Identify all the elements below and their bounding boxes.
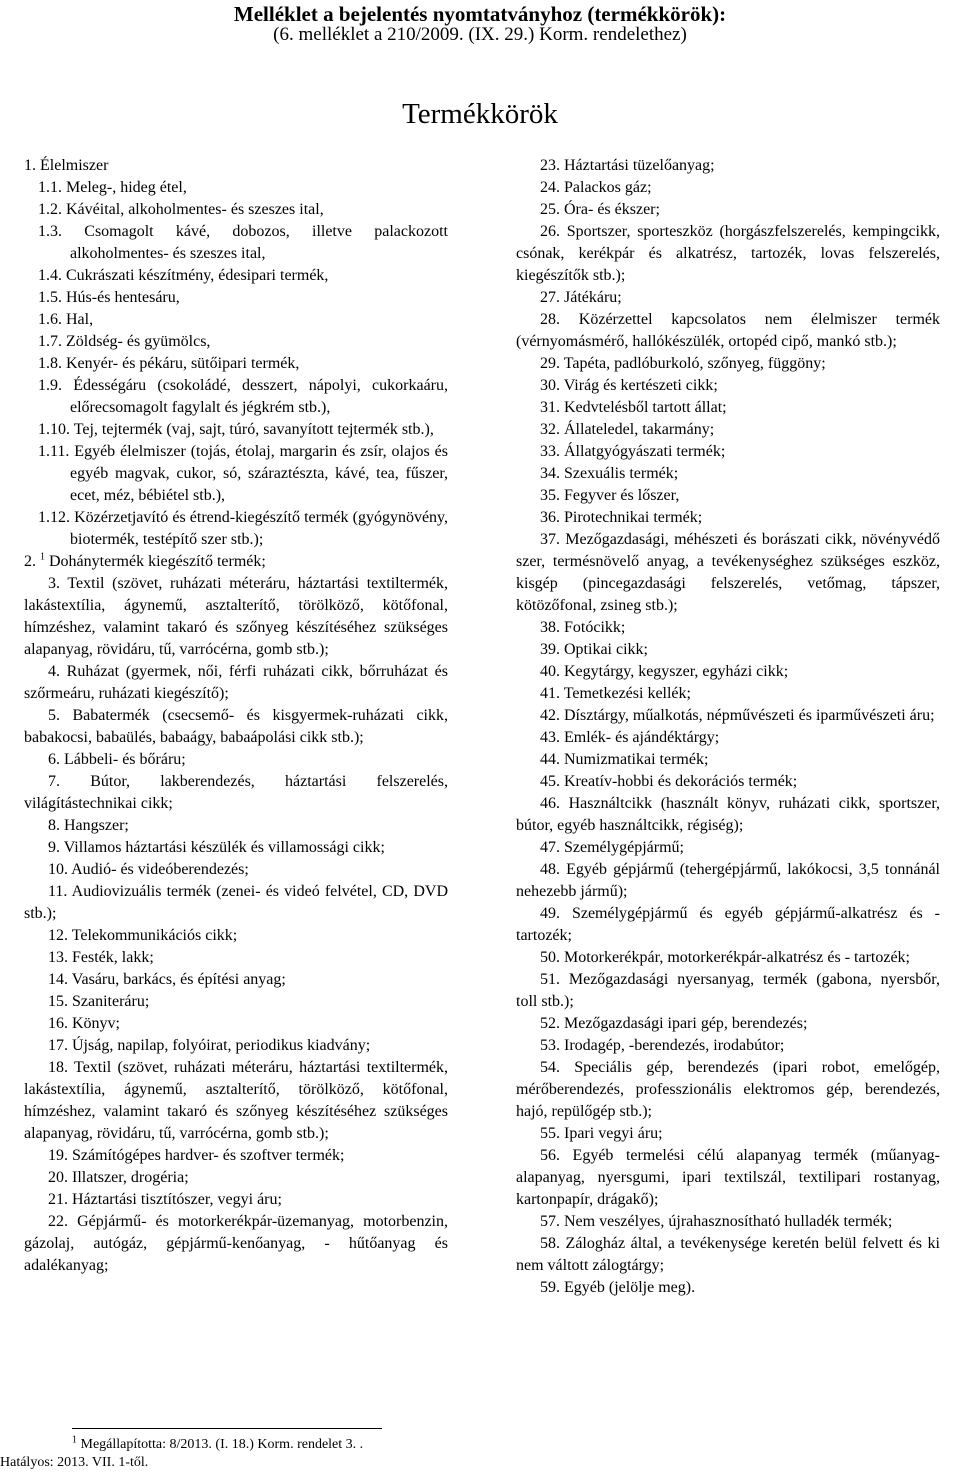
list-item: 9. Villamos háztartási készülék és villamossági cikk; <box>48 839 385 856</box>
list-item: 24. Palackos gáz; <box>540 179 652 196</box>
list-item: 16. Könyv; <box>48 1015 120 1032</box>
list-item: 42. Dísztárgy, műalkotás, népművészeti és iparművészeti áru; <box>540 707 935 724</box>
list-item: 20. Illatszer, drogéria; <box>48 1169 189 1186</box>
list-item: 1. Élelmiszer <box>24 157 109 174</box>
list-item: 1.1. Meleg-, hideg étel, <box>38 179 187 196</box>
list-item: 36. Pirotechnikai termék; <box>540 509 703 526</box>
footnote-line-2: Hatályos: 2013. VII. 1-től. <box>0 1455 149 1470</box>
list-item: 1.10. Tej, tejtermék (vaj, sajt, túró, savanyított tejtermék stb.), <box>38 421 434 438</box>
right-column <box>516 155 940 1299</box>
list-item: 6. Lábbeli- és bőráru; <box>48 751 186 768</box>
list-item: 21. Háztartási tisztítószer, vegyi áru; <box>48 1191 282 1208</box>
list-item: 19. Számítógépes hardver- és szoftver termék; <box>48 1147 345 1164</box>
list-item: 18. Textil (szövet, ruházati méteráru, háztartási textiltermék, lakástextília, ágynemű, asztalterítő, törölköző, kötőfonal, hímzéshez, valamint takaró és szőnyeg készítéséhez szükséges alapanyag, rövidáru, tű, varrócérna, gomb stb.); <box>24 1059 448 1142</box>
list-item: 22. Gépjármű- és motorkerékpár-üzemanyag, motorbenzin, gázolaj, autógáz, gépjármű-kenőanyag, - hűtőanyag és adalékanyag; <box>24 1213 448 1274</box>
list-item: 1.11. Egyéb élelmiszer (tojás, étolaj, margarin és zsír, olajos és egyéb magvak, cukor, só, száraztészta, kávé, tea, fűszer, ecet, méz, bébiétel stb.), <box>38 443 448 504</box>
list-item: 12. Telekommunikációs cikk; <box>48 927 238 944</box>
list-item: 38. Fotócikk; <box>540 619 626 636</box>
list-item: 1.9. Édességáru (csokoládé, desszert, nápolyi, cukorkaáru, előrecsomagolt fagylalt és jégkrém stb.), <box>38 377 448 416</box>
list-item: 59. Egyéb (jelölje meg). <box>540 1279 696 1296</box>
list-item: 10. Audió- és videóberendezés; <box>48 861 249 878</box>
list-item: 51. Mezőgazdasági nyersanyag, termék (gabona, nyersbőr, toll stb.); <box>516 971 940 1010</box>
list-item: 5. Babatermék (csecsemő- és kisgyermek-ruházati cikk, babakocsi, babaülés, babaágy, babaápolási cikk stb.); <box>24 707 448 746</box>
list-item: 40. Kegytárgy, kegyszer, egyházi cikk; <box>540 663 789 680</box>
list-item: 52. Mezőgazdasági ipari gép, berendezés; <box>540 1015 808 1032</box>
list-item: 8. Hangszer; <box>48 817 129 834</box>
left-column <box>24 155 448 1277</box>
list-item: 54. Speciális gép, berendezés (ipari robot, emelőgép, mérőberendezés, professzionális elektromos gép, berendezés, hajó, repülőgép stb.); <box>516 1059 940 1120</box>
list-item: 1.7. Zöldség- és gyümölcs, <box>38 333 211 350</box>
list-item: 33. Állatgyógyászati termék; <box>540 443 726 460</box>
list-item: 1.12. Közérzetjavító és étrend-kiegészítő termék (gyógynövény, biotermék, testépítő szer stb.); <box>38 509 448 548</box>
item-text: Dohánytermék kiegészítő termék; <box>45 553 266 570</box>
list-item: 39. Optikai cikk; <box>540 641 648 658</box>
list-item: 32. Állateledel, takarmány; <box>540 421 715 438</box>
list-item: 47. Személygépjármű; <box>540 839 684 856</box>
list-item: 49. Személygépjármű és egyéb gépjármű-alkatrész és - tartozék; <box>516 905 940 944</box>
list-item: 23. Háztartási tüzelőanyag; <box>540 157 715 174</box>
list-item: 34. Szexuális termék; <box>540 465 679 482</box>
document-title: Melléklet a bejelentés nyomtatványhoz (termékkörök): <box>233 2 727 26</box>
list-item: 11. Audiovizuális termék (zenei- és videó felvétel, CD, DVD stb.); <box>24 883 448 922</box>
list-item: 44. Numizmatikai termék; <box>540 751 709 768</box>
list-item: 1.3. Csomagolt kávé, dobozos, illetve palackozott alkoholmentes- és szeszes ital, <box>38 223 448 262</box>
list-item: 1.6. Hal, <box>38 311 94 328</box>
list-item: 30. Virág és kertészeti cikk; <box>540 377 718 394</box>
list-item: 4. Ruházat (gyermek, női, férfi ruházati cikk, bőrruházat és szőrmeáru, ruházati kiegészítő); <box>24 663 448 702</box>
list-item: 1.8. Kenyér- és pékáru, sütőipari termék, <box>38 355 300 372</box>
section-heading: Termékkörök <box>402 98 558 130</box>
list-item: 1.5. Hús-és hentesáru, <box>38 289 180 306</box>
list-item: 28. Közérzettel kapcsolatos nem élelmiszer termék (vérnyomásmérő, hallókészülék, ortopéd cipő, mankó stb.); <box>516 311 940 350</box>
list-item: 41. Temetkezési kellék; <box>540 685 691 702</box>
item-number: 2. <box>24 553 40 570</box>
footnote-text: Megállapította: 8/2013. (I. 18.) Korm. rendelet 3. . <box>80 1437 364 1452</box>
list-item: 37. Mezőgazdasági, méhészeti és borászati cikk, növényvédő szer, termésnövelő anyag, a tevékenységhez szükséges eszköz, kisgép (pincegazdasági felszerelés, vetőmag, tápszer, kötözőfonal, zsineg stb.); <box>516 531 940 614</box>
list-item: 55. Ipari vegyi áru; <box>540 1125 663 1142</box>
list-item: 35. Fegyver és lőszer, <box>540 487 680 504</box>
list-item: 58. Zálogház által, a tevékenysége keretén belül felvett és ki nem váltott zálogtárgy; <box>516 1235 940 1274</box>
list-item: 46. Használtcikk (használt könyv, ruházati cikk, sportszer, bútor, egyéb használtcikk, régiség); <box>516 795 940 834</box>
footnote <box>0 1436 960 1472</box>
list-item: 56. Egyéb termelési célú alapanyag termék (műanyag-alapanyag, nyersgumi, ipari textilszál, textilipari rostanyag, kartonpapír, drágakő); <box>516 1147 940 1208</box>
list-item: 7. Bútor, lakberendezés, háztartási felszerelés, világítástechnikai cikk; <box>24 773 448 812</box>
list-item: 17. Újság, napilap, folyóirat, periodikus kiadvány; <box>48 1037 371 1054</box>
footnote-marker: 1 <box>72 1434 77 1446</box>
list-item: 57. Nem veszélyes, újrahasznosítható hulladék termék; <box>540 1213 893 1230</box>
list-item: 13. Festék, lakk; <box>48 949 154 966</box>
list-item: 25. Óra- és ékszer; <box>540 201 660 218</box>
list-item <box>24 551 448 573</box>
list-item: 1.2. Kávéital, alkoholmentes- és szeszes ital, <box>38 201 324 218</box>
list-item: 3. Textil (szövet, ruházati méteráru, háztartási textiltermék, lakástextília, ágynemű, asztalterítő, törölköző, kötőfonal, hímzéshez, valamint takaró és szőnyeg készítéséhez szükséges alapanyag, rövidáru, tű, varrócérna, gomb stb.); <box>24 575 448 658</box>
list-item: 45. Kreatív-hobbi és dekorációs termék; <box>540 773 798 790</box>
list-item: 29. Tapéta, padlóburkoló, szőnyeg, függöny; <box>540 355 826 372</box>
list-item: 1.4. Cukrászati készítmény, édesipari termék, <box>38 267 329 284</box>
list-item: 53. Irodagép, -berendezés, irodabútor; <box>540 1037 785 1054</box>
list-item: 43. Emlék- és ajándéktárgy; <box>540 729 720 746</box>
list-item: 26. Sportszer, sporteszköz (horgászfelszerelés, kempingcikk, csónak, kerékpár és alkatrész, tartozék, lovas felszerelés, kiegészítők stb.); <box>516 223 940 284</box>
list-item: 14. Vasáru, barkács, és építési anyag; <box>48 971 286 988</box>
list-item: 48. Egyéb gépjármű (tehergépjármű, lakókocsi, 3,5 tonnánál nehezebb jármű); <box>516 861 940 900</box>
footnote-reference: 1 <box>40 551 45 563</box>
document-subtitle: (6. melléklet a 210/2009. (IX. 29.) Korm. rendelethez) <box>273 24 687 45</box>
list-item: 15. Szaniteráru; <box>48 993 150 1010</box>
footnote-line-1 <box>0 1436 960 1454</box>
list-item: 27. Játékáru; <box>540 289 622 306</box>
footnote-rule <box>72 1428 382 1429</box>
list-item: 31. Kedvtelésből tartott állat; <box>540 399 727 416</box>
list-item: 50. Motorkerékpár, motorkerékpár-alkatrész és - tartozék; <box>540 949 910 966</box>
